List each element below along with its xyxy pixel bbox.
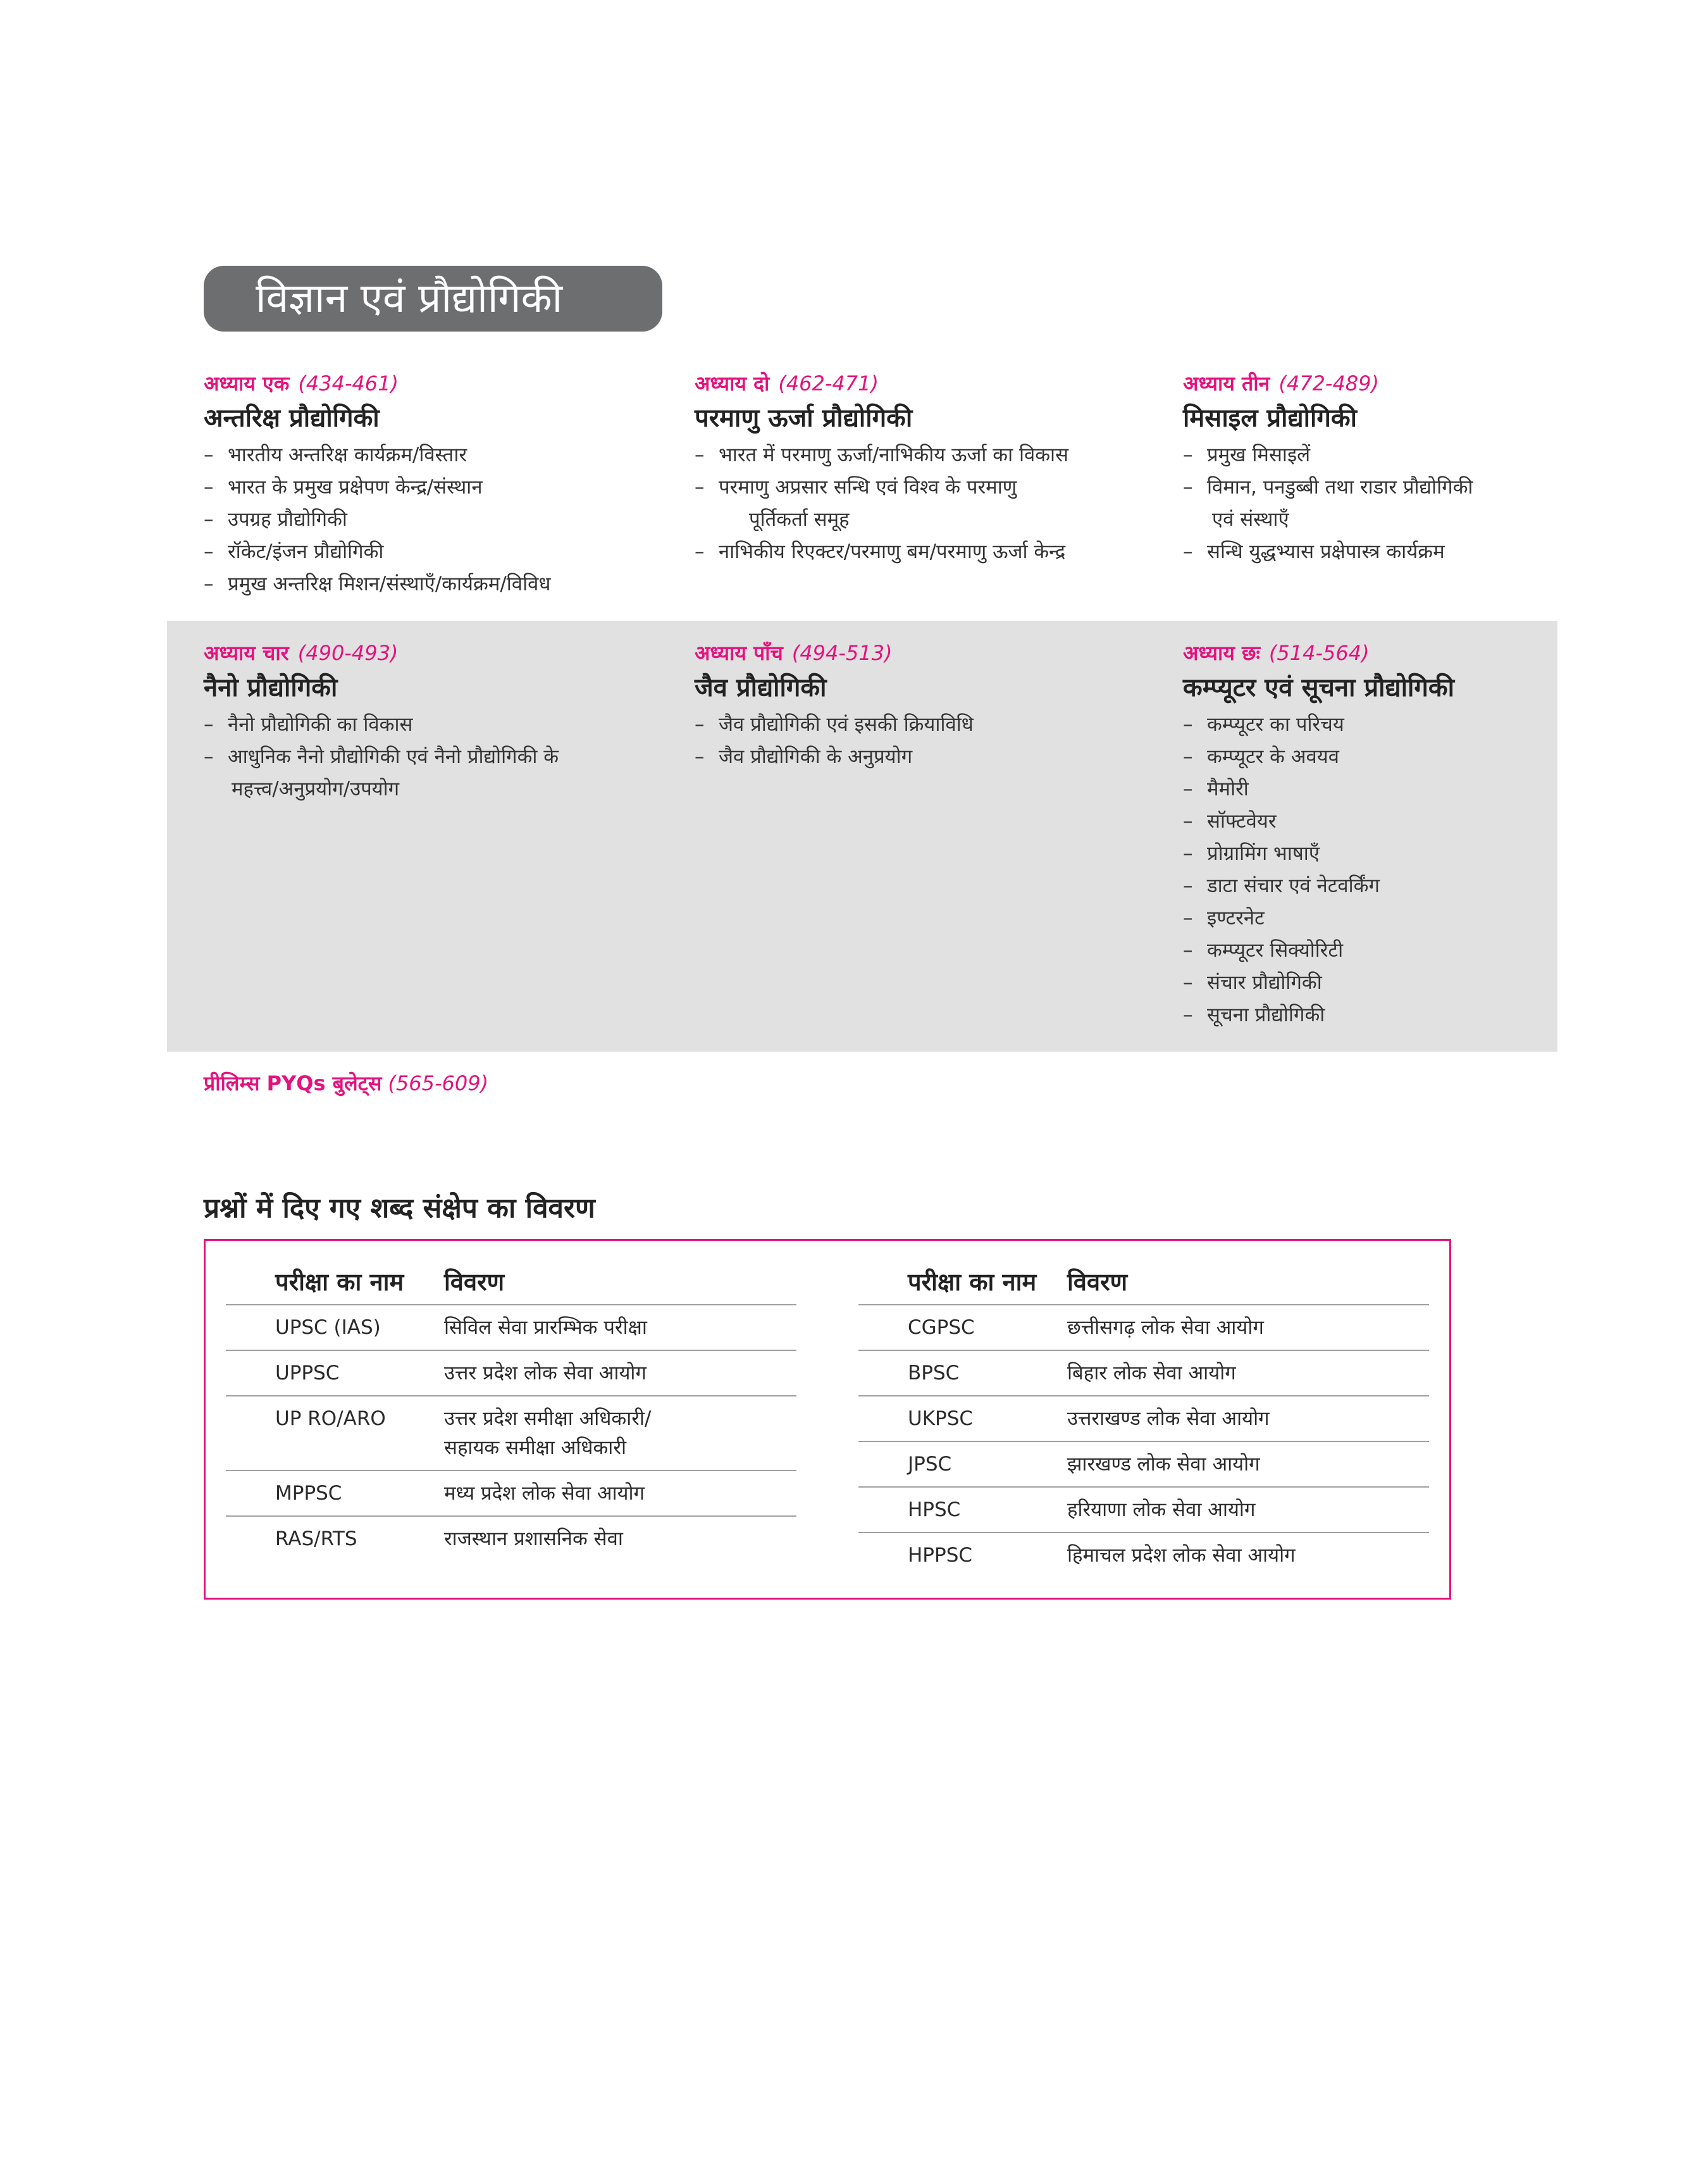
- exam-name: JPSC: [858, 1441, 1067, 1487]
- exam-description: उत्तर प्रदेश लोक सेवा आयोग: [444, 1350, 796, 1396]
- chapter-heading: अध्याय पाँच (494-513): [695, 641, 893, 665]
- topic-item: – रॉकेट/इंजन प्रौद्योगिकी: [204, 536, 550, 568]
- topic-item: – भारत के प्रमुख प्रक्षेपण केन्द्र/संस्थान: [204, 471, 550, 504]
- exam-name: HPPSC: [908, 1544, 973, 1567]
- exam-description: बिहार लोक सेवा आयोग: [1067, 1350, 1429, 1396]
- chapter-heading: अध्याय एक (434-461): [204, 371, 399, 395]
- table-row: [226, 1305, 796, 1350]
- chapter-title: नैनो प्रौद्योगिकी: [204, 673, 338, 702]
- table-row: [858, 1305, 1429, 1350]
- table-row: [226, 1471, 796, 1516]
- topic-item: – कम्प्यूटर सिक्योरिटी: [1183, 935, 1454, 967]
- exam-name: CGPSC: [858, 1305, 1067, 1350]
- abbreviations-table-left: [226, 1259, 796, 1561]
- topic-item: – आधुनिक नैनो प्रौद्योगिकी एवं नैनो प्रौद्योगिकी के महत्त्व/अनुप्रयोग/उपयोग: [204, 741, 559, 805]
- chapter-two: [695, 370, 1068, 568]
- topic-item: – विमान, पनडुब्बी तथा राडार प्रौद्योगिकी एवं संस्थाएँ: [1183, 471, 1473, 536]
- column-header-exam-name: परीक्षा का नाम: [226, 1259, 444, 1305]
- exam-name: UPSC (IAS): [226, 1305, 444, 1350]
- chapter-topics: [204, 709, 559, 805]
- exam-description: छत्तीसगढ़ लोक सेवा आयोग: [1067, 1305, 1429, 1350]
- chapter-one: [204, 370, 550, 600]
- exam-description: सिविल सेवा प्रारम्भिक परीक्षा: [444, 1305, 796, 1350]
- exam-name: UPPSC: [226, 1350, 444, 1396]
- column-header-description: विवरण: [444, 1259, 796, 1305]
- topic-item: – जैव प्रौद्योगिकी के अनुप्रयोग: [695, 741, 974, 773]
- exam-description: राजस्थान प्रशासनिक सेवा: [444, 1527, 623, 1550]
- table-row: [858, 1487, 1429, 1533]
- topic-item: – प्रोग्रामिंग भाषाएँ: [1183, 838, 1454, 870]
- table-row: [226, 1516, 796, 1561]
- chapter-heading: अध्याय दो (462-471): [695, 371, 879, 395]
- chapter-topics: [695, 709, 974, 773]
- abbreviations-box: [204, 1239, 1451, 1600]
- column-header-exam-name: परीक्षा का नाम: [858, 1259, 1067, 1305]
- topic-item: – प्रमुख अन्तरिक्ष मिशन/संस्थाएँ/कार्यक्रम/विविध: [204, 568, 550, 600]
- exam-description: उत्तर प्रदेश समीक्षा अधिकारी/ सहायक समीक्षा अधिकारी: [444, 1396, 796, 1471]
- exam-name: BPSC: [858, 1350, 1067, 1396]
- exam-name: MPPSC: [226, 1471, 444, 1516]
- topic-item: – कम्प्यूटर के अवयव: [1183, 741, 1454, 773]
- chapter-title: कम्प्यूटर एवं सूचना प्रौद्योगिकी: [1183, 673, 1455, 702]
- topic-item: – डाटा संचार एवं नेटवर्किंग: [1183, 870, 1454, 902]
- exam-description: मध्य प्रदेश लोक सेवा आयोग: [444, 1471, 796, 1516]
- topic-item: – भारत में परमाणु ऊर्जा/नाभिकीय ऊर्जा का विकास: [695, 439, 1068, 471]
- topic-item: – भारतीय अन्तरिक्ष कार्यक्रम/विस्तार: [204, 439, 550, 471]
- topic-item: – जैव प्रौद्योगिकी एवं इसकी क्रियाविधि: [695, 709, 974, 741]
- exam-description: हरियाणा लोक सेवा आयोग: [1067, 1487, 1429, 1533]
- topic-item: – संचार प्रौद्योगिकी: [1183, 967, 1454, 999]
- table-row: [858, 1350, 1429, 1396]
- table-row: [858, 1396, 1429, 1441]
- exam-description: हिमाचल प्रदेश लोक सेवा आयोग: [1067, 1544, 1296, 1567]
- chapter-topics: [695, 439, 1068, 568]
- exam-name: UP RO/ARO: [226, 1396, 444, 1471]
- table-row: [858, 1441, 1429, 1487]
- topic-item: – इण्टरनेट: [1183, 902, 1454, 935]
- chapter-title: जैव प्रौद्योगिकी: [695, 673, 827, 702]
- chapter-title: मिसाइल प्रौद्योगिकी: [1183, 404, 1358, 433]
- chapter-topics: [1183, 709, 1454, 1031]
- chapter-six: [1183, 639, 1454, 1031]
- exam-name: RAS/RTS: [275, 1527, 357, 1550]
- prelims-bullets-heading: प्रीलिम्स PYQs बुलेट्स (565-609): [204, 1071, 489, 1095]
- topic-item: – सूचना प्रौद्योगिकी: [1183, 999, 1454, 1031]
- abbreviations-table-right: [858, 1259, 1429, 1577]
- topic-item: – सॉफ्टवेयर: [1183, 805, 1454, 838]
- topic-item: – नाभिकीय रिएक्टर/परमाणु बम/परमाणु ऊर्जा केन्द्र: [695, 536, 1068, 568]
- exam-description: उत्तराखण्ड लोक सेवा आयोग: [1067, 1396, 1429, 1441]
- section-title: विज्ञान एवं प्रौद्योगिकी: [204, 266, 662, 332]
- topic-item: – मैमोरी: [1183, 773, 1454, 805]
- chapter-topics: [1183, 439, 1473, 568]
- exam-description: झारखण्ड लोक सेवा आयोग: [1067, 1441, 1429, 1487]
- exam-name: UKPSC: [858, 1396, 1067, 1441]
- topic-item: – सन्धि युद्धभ्यास प्रक्षेपास्त्र कार्यक्रम: [1183, 536, 1473, 568]
- chapter-title: अन्तरिक्ष प्रौद्योगिकी: [204, 404, 380, 433]
- chapter-heading: अध्याय तीन (472-489): [1183, 371, 1379, 395]
- chapter-three: [1183, 370, 1473, 568]
- topic-item: – कम्प्यूटर का परिचय: [1183, 709, 1454, 741]
- table-row: [226, 1350, 796, 1396]
- topic-item: – प्रमुख मिसाइलें: [1183, 439, 1473, 471]
- chapter-five: [695, 639, 974, 773]
- topic-item: – नैनो प्रौद्योगिकी का विकास: [204, 709, 559, 741]
- exam-name: HPSC: [858, 1487, 1067, 1533]
- topic-item: – परमाणु अप्रसार सन्धि एवं विश्व के परमाणु पूर्तिकर्ता समूह: [695, 471, 1068, 536]
- table-row: [858, 1533, 1429, 1577]
- column-header-description: विवरण: [1067, 1259, 1429, 1305]
- chapter-title: परमाणु ऊर्जा प्रौद्योगिकी: [695, 404, 913, 433]
- chapter-heading: अध्याय चार (490-493): [204, 641, 399, 665]
- chapter-topics: [204, 439, 550, 600]
- table-row: [226, 1396, 796, 1471]
- chapter-heading: अध्याय छः (514-564): [1183, 641, 1370, 665]
- abbreviations-title: प्रश्नों में दिए गए शब्द संक्षेप का विवरण: [204, 1192, 595, 1224]
- topic-item: – उपग्रह प्रौद्योगिकी: [204, 504, 550, 536]
- chapter-four: [204, 639, 559, 805]
